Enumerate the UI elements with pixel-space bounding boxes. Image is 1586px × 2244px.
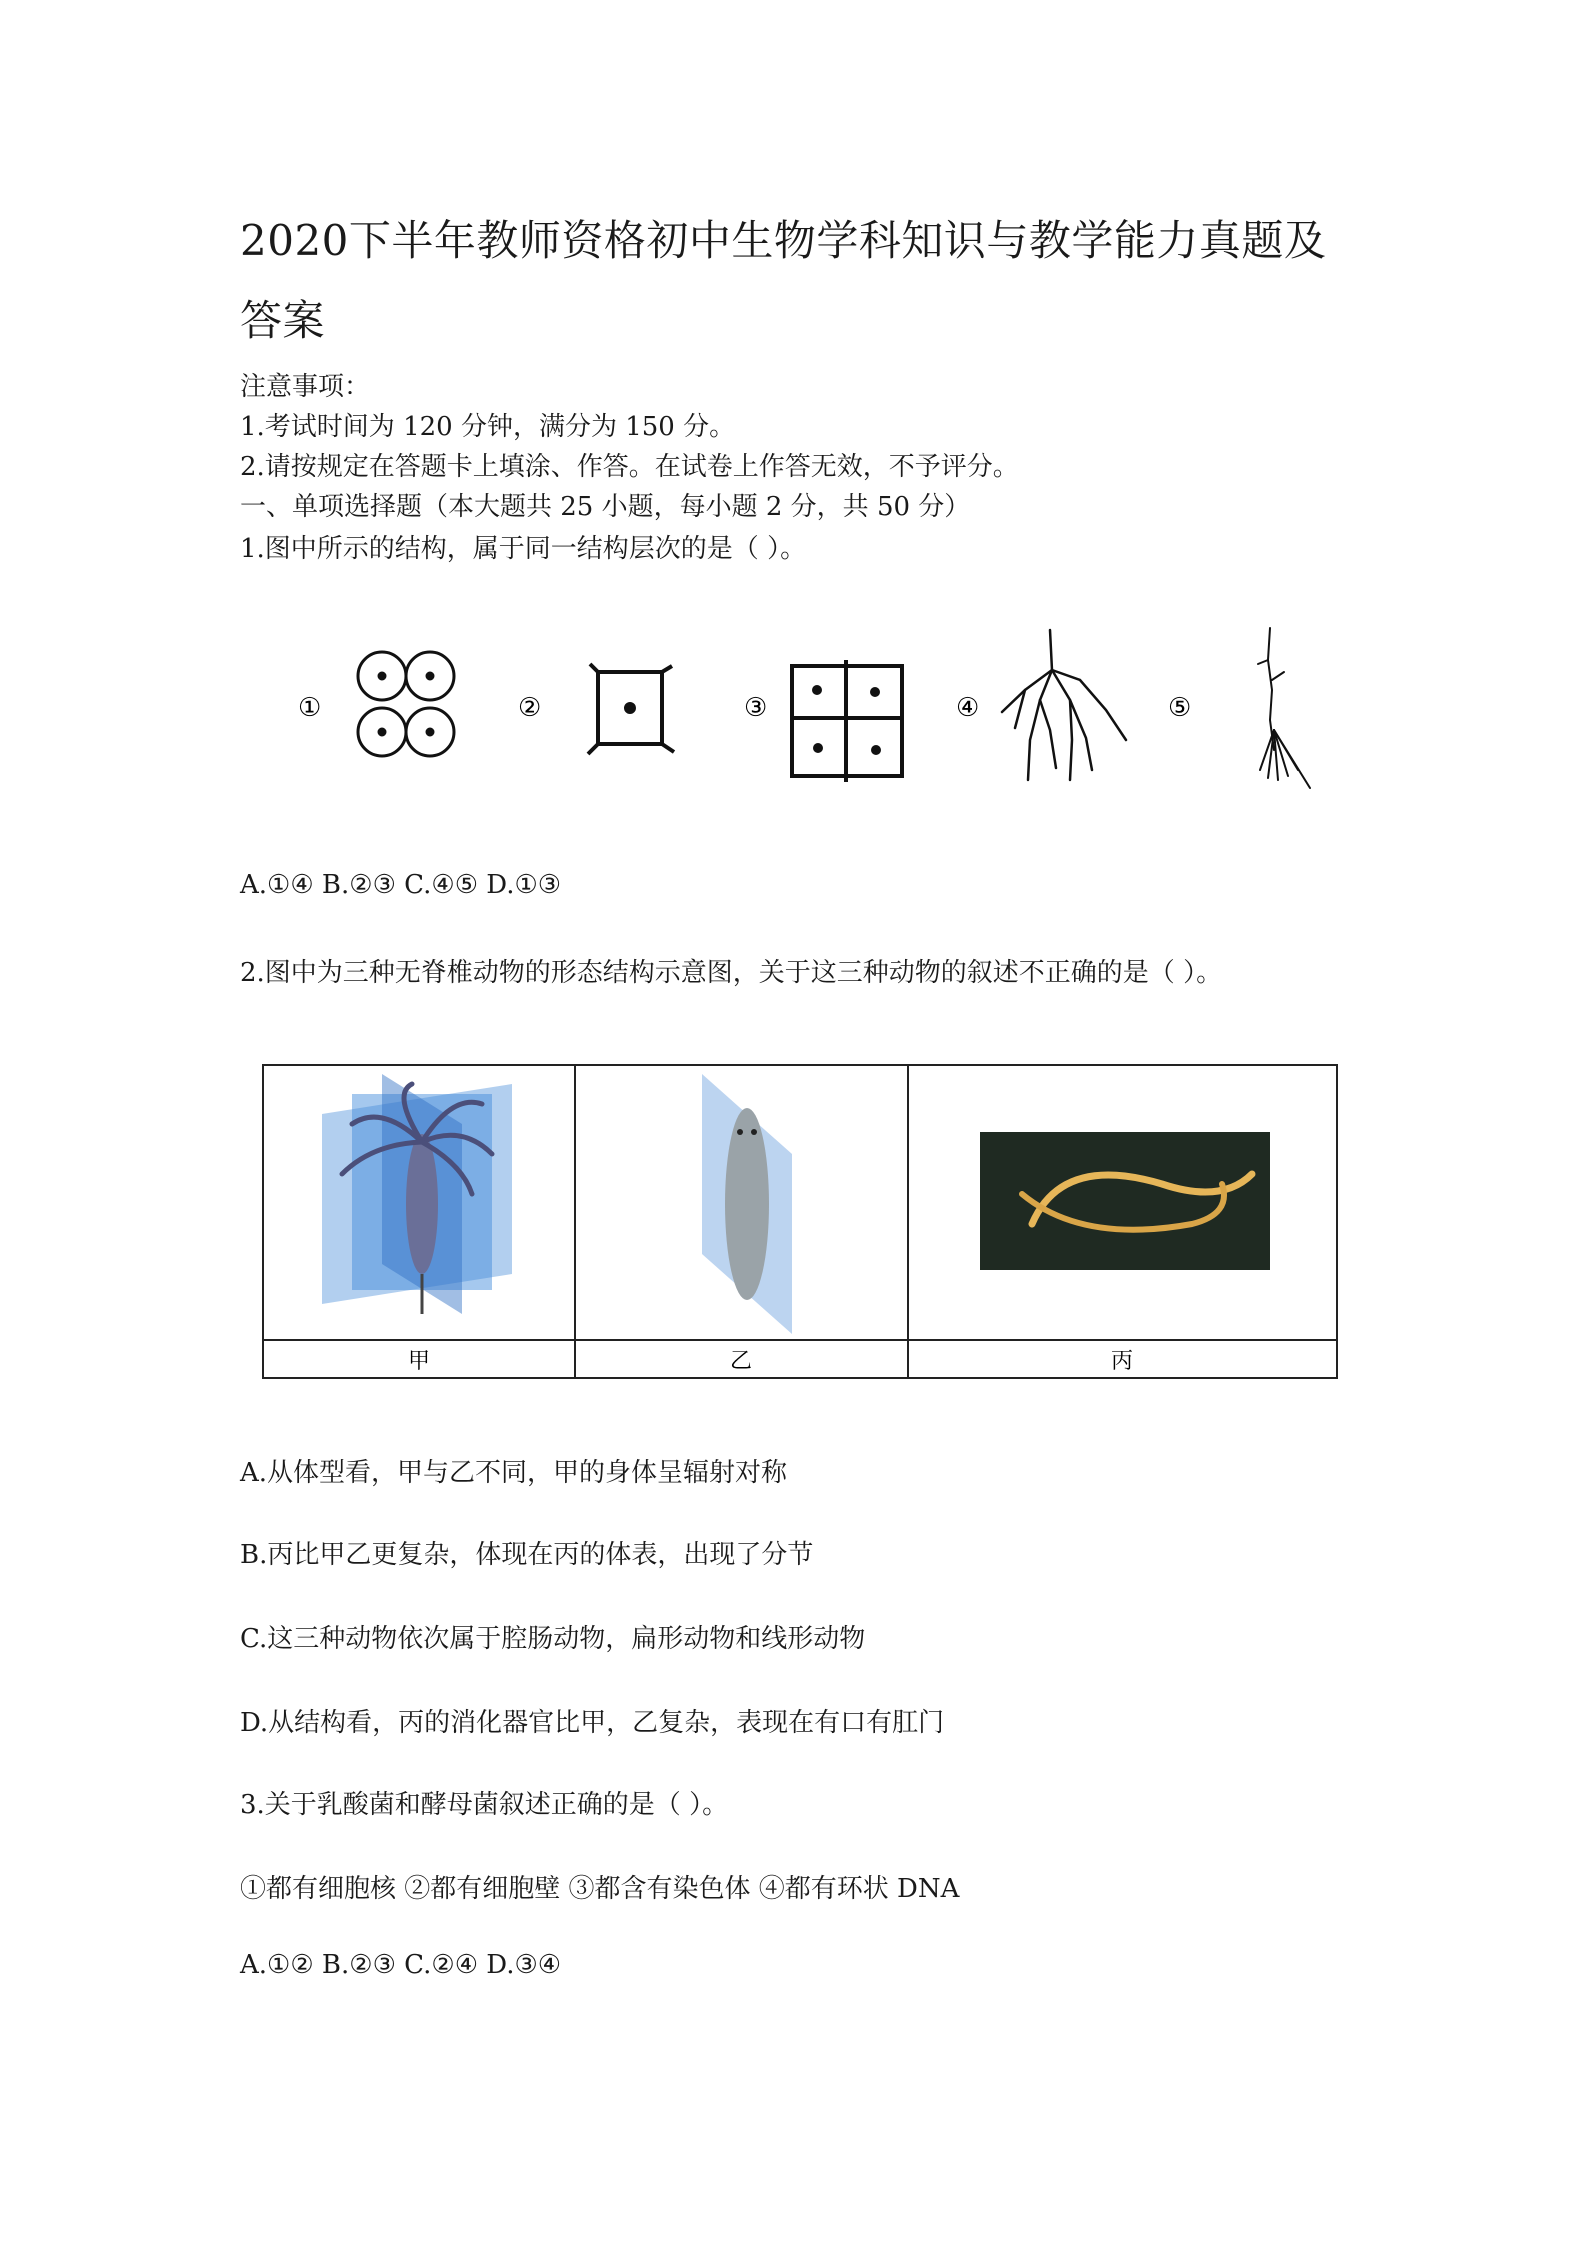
question-3-stem: 3.关于乳酸菌和酵母菌叙述正确的是（ ）。 [240,1790,729,1820]
table-label-bing: 丙 [1110,1349,1134,1374]
plant-root-figure [1258,628,1310,788]
round-cells-figure [358,652,454,756]
question-2-option-d: D.从结构看，丙的消化器官比甲，乙复杂，表现在有口有肛门 [240,1708,945,1738]
page-title-continued: 答案 [240,296,326,345]
section-heading: 一、单项选择题（本大题共 25 小题，每小题 2 分，共 50 分） [240,492,971,522]
q1-figure [280,620,1340,800]
figure-label-3: ③ [744,693,768,723]
single-plant-cell-figure [588,664,674,754]
planarian-figure [702,1074,792,1334]
notice-item: 2.请按规定在答题卡上填涂、作答。在试卷上作答无效，不予评分。 [240,452,1019,482]
question-1-stem: 1.图中所示的结构，属于同一结构层次的是（ ）。 [240,534,807,564]
figure-label-5: ⑤ [1168,693,1192,723]
table-label-jia: 甲 [407,1349,431,1374]
question-2-option-c: C.这三种动物依次属于腔肠动物，扁形动物和线形动物 [240,1624,866,1654]
q2-figure-table [262,1064,1338,1390]
plant-tissue-figure [792,660,902,782]
figure-label-4: ④ [956,693,980,723]
question-2-stem: 2.图中为三种无脊椎动物的形态结构示意图，关于这三种动物的叙述不正确的是（ ）。 [240,958,1223,988]
question-3-options: A.①② B.②③ C.②④ D.③④ [240,1950,562,1980]
hydra-figure [322,1074,512,1314]
roundworm-figure [980,1132,1270,1270]
notice-item: 1.考试时间为 120 分钟，满分为 150 分。 [240,412,736,442]
notice-heading: 注意事项： [240,372,371,402]
question-2-option-b: B.丙比甲乙更复杂，体现在丙的体表，出现了分节 [240,1540,814,1570]
question-2-option-a: A.从体型看，甲与乙不同，甲的身体呈辐射对称 [240,1458,788,1488]
figure-label-1: ① [298,693,322,723]
question-1-options: A.①④ B.②③ C.④⑤ D.①③ [240,870,562,900]
table-label-yi: 乙 [729,1349,753,1374]
page-title: 2020下半年教师资格初中生物学科知识与教学能力真题及 [240,216,1327,265]
root-system-figure [1002,630,1126,780]
figure-label-2: ② [518,693,542,723]
question-3-statements: ①都有细胞核 ②都有细胞壁 ③都含有染色体 ④都有环状 DNA [240,1874,960,1904]
